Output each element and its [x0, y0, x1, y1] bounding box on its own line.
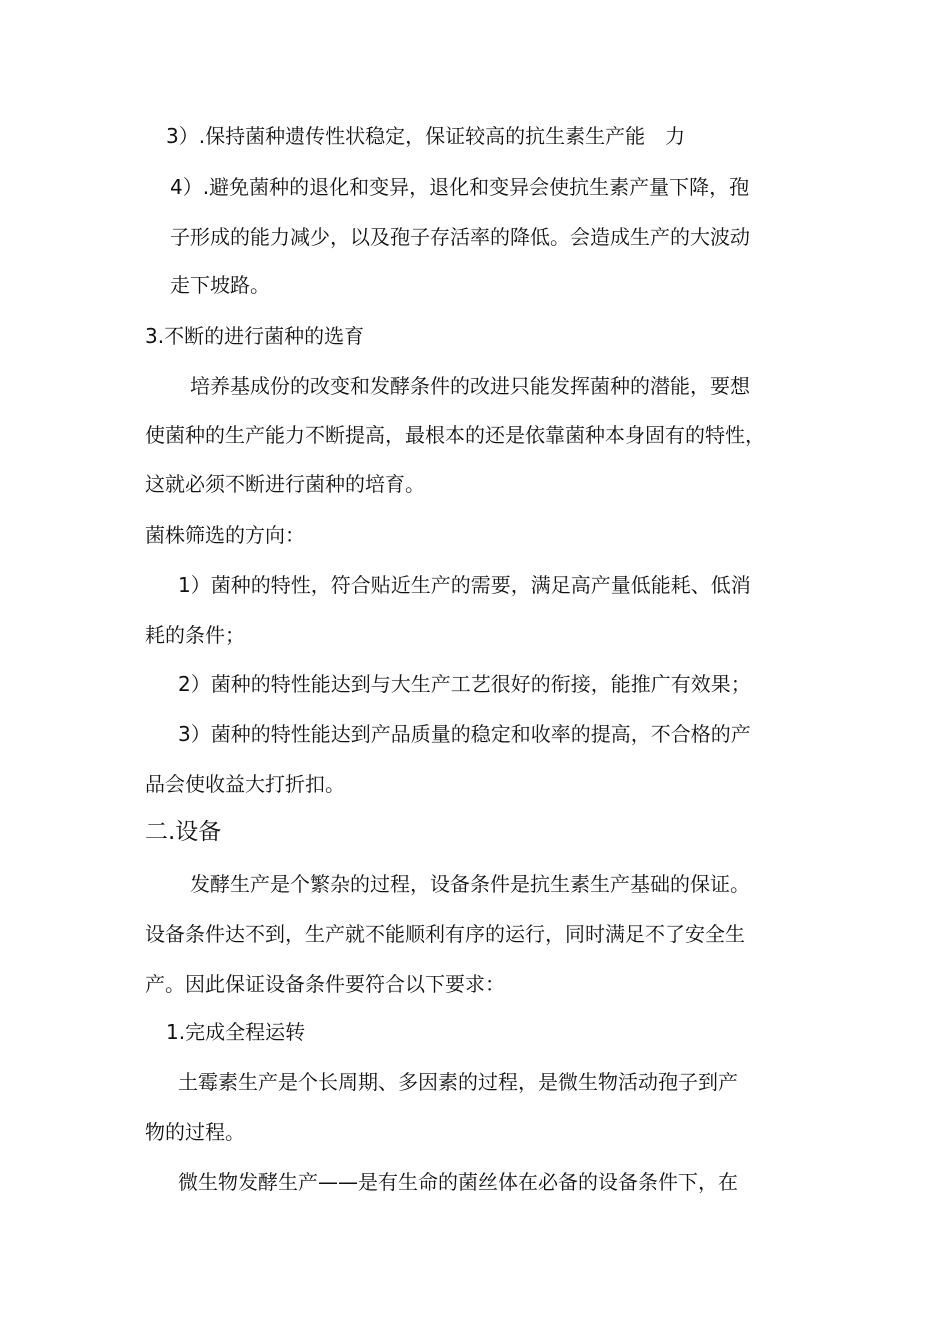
- text-line: 耗的条件；: [145, 623, 245, 647]
- text-line: 品会使收益大打折扣。: [145, 772, 345, 796]
- text-line: 使菌种的生产能力不断提高，最根本的还是依靠菌种本身固有的特性，: [145, 423, 765, 447]
- text-line: 子形成的能力减少，以及孢子存活率的降低。会造成生产的大波动: [170, 225, 750, 249]
- text-line: 1）菌种的特性，符合贴近生产的需要，满足高产量低能耗、低消: [178, 573, 751, 597]
- text-line: 产。因此保证设备条件要符合以下要求：: [145, 972, 505, 996]
- text-line: 4）.避免菌种的退化和变异，退化和变异会使抗生素产量下降，孢: [170, 175, 750, 199]
- text-line: 物的过程。: [145, 1120, 245, 1144]
- text-line: 土霉素生产是个长周期、多因素的过程，是微生物活动孢子到产: [178, 1070, 738, 1094]
- text-line: 培养基成份的改变和发酵条件的改进只能发挥菌种的潜能，要想: [190, 374, 750, 398]
- text-line: 微生物发酵生产——是有生命的菌丝体在必备的设备条件下，在: [178, 1170, 738, 1194]
- text-line: 3）.保持菌种遗传性状稳定，保证较高的抗生素生产能 力: [166, 124, 686, 148]
- text-line: 发酵生产是个繁杂的过程，设备条件是抗生素生产基础的保证。: [190, 872, 750, 896]
- subheading: 1.完成全程运转: [166, 1020, 306, 1044]
- text-line: 设备条件达不到，生产就不能顺利有序的运行，同时满足不了安全生: [145, 922, 745, 946]
- text-line: 3）菌种的特性能达到产品质量的稳定和收率的提高，不合格的产: [178, 722, 751, 746]
- section-heading: 二.设备: [145, 819, 222, 845]
- text-line: 走下坡路。: [170, 273, 270, 297]
- section-heading: 3.不断的进行菌种的选育: [145, 324, 365, 348]
- text-line: 这就必须不断进行菌种的培育。: [145, 472, 425, 496]
- text-line: 2）菌种的特性能达到与大生产工艺很好的衔接，能推广有效果；: [178, 672, 751, 696]
- subheading: 菌株筛选的方向：: [145, 523, 305, 547]
